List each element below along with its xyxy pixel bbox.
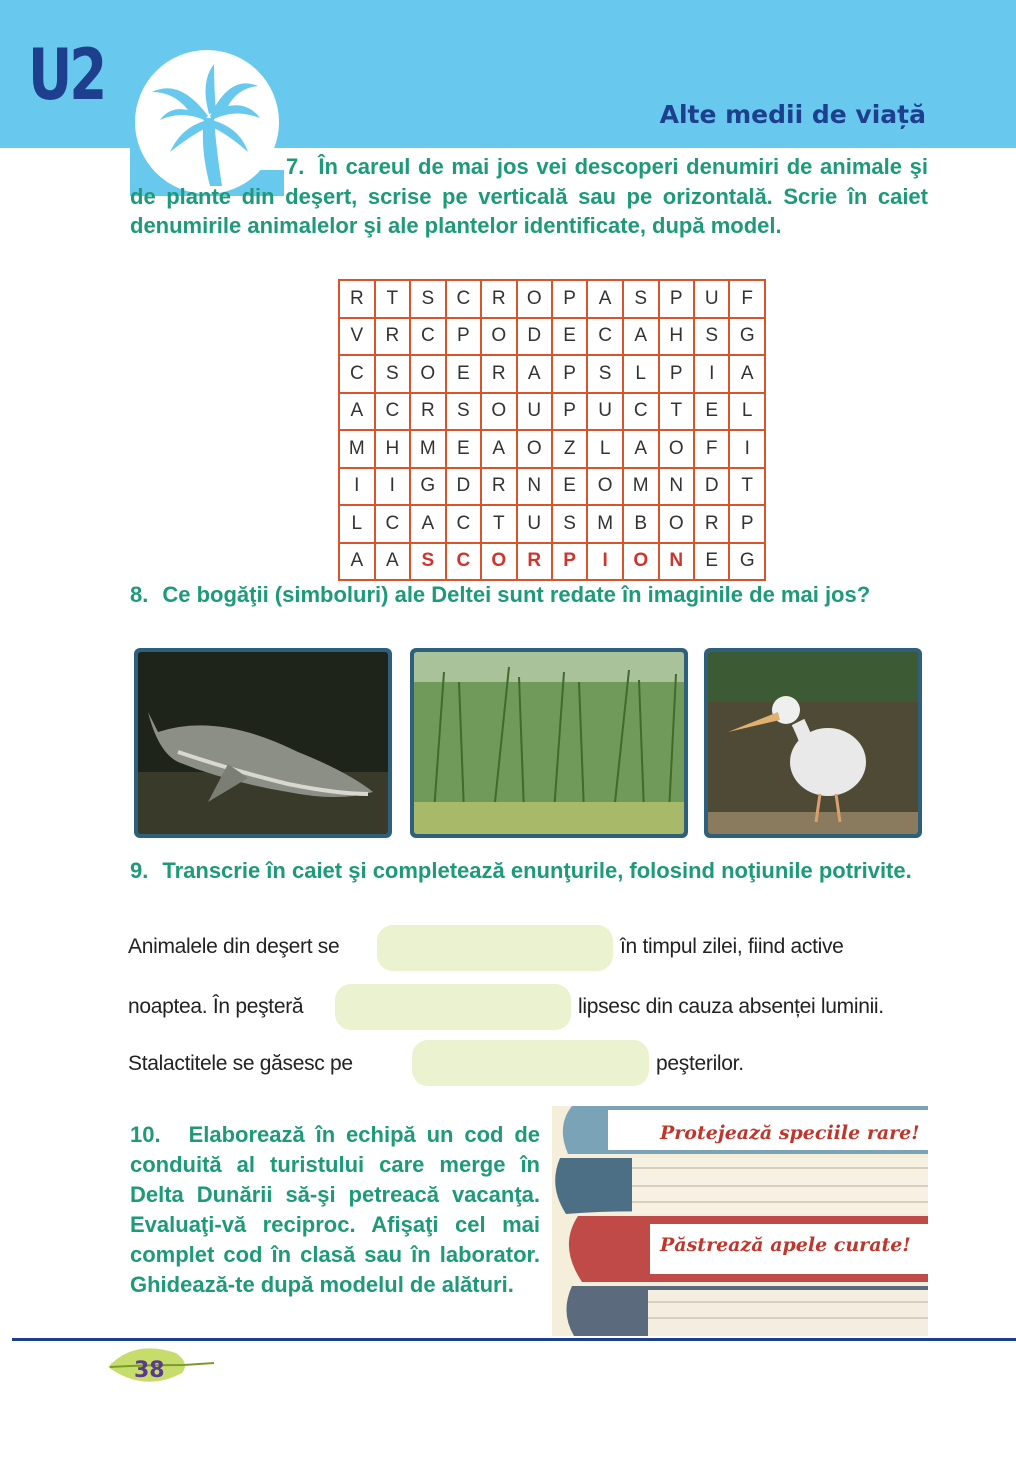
sentence-1-start: Animalele din deşert se (128, 935, 340, 958)
grid-cell: M (623, 468, 659, 506)
grid-cell: E (446, 430, 481, 468)
grid-cell: S (446, 393, 481, 431)
grid-cell: C (375, 505, 410, 543)
exercise-8-text (130, 580, 928, 610)
book-label-keep-water-clean: Păstrează apele curate! (660, 1234, 911, 1256)
grid-cell: O (410, 355, 446, 393)
grid-cell: A (517, 355, 553, 393)
sentence-1-end: în timpul zilei, fiind active (620, 935, 844, 958)
grid-cell: D (446, 468, 481, 506)
grid-cell: I (375, 468, 410, 506)
grid-cell: C (339, 355, 375, 393)
grid-row (339, 355, 765, 393)
grid-cell: U (517, 505, 553, 543)
grid-cell: D (517, 318, 553, 356)
answer-blank-2[interactable] (335, 984, 571, 1030)
grid-cell: O (517, 280, 553, 318)
grid-cell: O (481, 543, 517, 581)
grid-row (339, 468, 765, 506)
grid-cell: P (552, 543, 587, 581)
grid-cell: O (481, 318, 517, 356)
grid-cell: G (410, 468, 446, 506)
grid-cell: I (339, 468, 375, 506)
grid-cell: S (587, 355, 623, 393)
exercise-7-body: În careul de mai jos vei descoperi denumiri de animale şi de plante din deşert, scrise pe verticală sau pe orizontală. Scrie în caiet denumirile animalelor şi ale plantelor identificate, după model. (130, 154, 928, 238)
answer-blank-1[interactable] (377, 925, 613, 971)
grid-cell: R (481, 280, 517, 318)
word-search-grid (338, 279, 766, 581)
grid-cell: A (623, 430, 659, 468)
grid-cell: R (517, 543, 553, 581)
grid-row (339, 393, 765, 431)
grid-cell: N (517, 468, 553, 506)
grid-cell: M (339, 430, 375, 468)
grid-cell: C (446, 543, 481, 581)
grid-cell: S (694, 318, 729, 356)
grid-cell: L (729, 393, 765, 431)
reeds-photo (410, 648, 688, 838)
grid-row (339, 318, 765, 356)
grid-cell: O (623, 543, 659, 581)
answer-blank-3[interactable] (412, 1040, 649, 1086)
grid-cell: R (694, 505, 729, 543)
grid-cell: R (375, 318, 410, 356)
grid-cell: A (481, 430, 517, 468)
grid-cell: F (729, 280, 765, 318)
grid-cell: H (659, 318, 695, 356)
grid-cell: R (481, 468, 517, 506)
grid-cell: P (552, 393, 587, 431)
grid-cell: G (729, 318, 765, 356)
grid-cell: A (729, 355, 765, 393)
grid-cell: C (446, 505, 481, 543)
exercise-7-number: 7. (286, 154, 305, 179)
grid-cell: I (587, 543, 623, 581)
grid-cell: N (659, 543, 695, 581)
grid-cell: A (410, 505, 446, 543)
grid-cell: O (481, 393, 517, 431)
grid-cell: T (659, 393, 695, 431)
grid-cell: C (446, 280, 481, 318)
grid-cell: E (694, 393, 729, 431)
grid-cell: H (375, 430, 410, 468)
sentence-3-start: Stalactitele se găsesc pe (128, 1052, 353, 1075)
grid-cell: R (339, 280, 375, 318)
grid-cell: V (339, 318, 375, 356)
sentence-2-end: lipsesc din cauza absenței luminii. (578, 995, 884, 1018)
grid-cell: E (446, 355, 481, 393)
footer-line (12, 1338, 1016, 1341)
pelican-photo (704, 648, 922, 838)
grid-cell: S (375, 355, 410, 393)
grid-cell: S (552, 505, 587, 543)
grid-cell: N (659, 468, 695, 506)
grid-cell: L (623, 355, 659, 393)
exercise-10-body: Elaborează în echipă un cod de conduită al turistului care merge în Delta Dunării să-şi petreacă vacanţa. Evaluaţi-vă reciproc. Afişaţi cel mai complet cod în clasă sau în laborator. Ghidează-te după modelul de alături. (130, 1122, 540, 1297)
grid-row (339, 280, 765, 318)
grid-cell: P (659, 280, 695, 318)
grid-cell: I (694, 355, 729, 393)
grid-cell: U (587, 393, 623, 431)
grid-cell: U (517, 393, 553, 431)
grid-cell: A (339, 543, 375, 581)
grid-cell: M (410, 430, 446, 468)
grid-cell: T (729, 468, 765, 506)
grid-cell: O (587, 468, 623, 506)
grid-cell: T (481, 505, 517, 543)
grid-cell: O (517, 430, 553, 468)
grid-cell: P (729, 505, 765, 543)
grid-cell: I (729, 430, 765, 468)
grid-row (339, 505, 765, 543)
grid-cell: A (339, 393, 375, 431)
grid-cell: G (729, 543, 765, 581)
grid-cell: U (694, 280, 729, 318)
grid-cell: B (623, 505, 659, 543)
grid-cell: S (410, 280, 446, 318)
grid-cell: A (375, 543, 410, 581)
grid-cell: E (552, 318, 587, 356)
grid-cell: A (623, 318, 659, 356)
grid-cell: R (481, 355, 517, 393)
grid-cell: T (375, 280, 410, 318)
grid-cell: P (552, 355, 587, 393)
grid-cell: O (659, 430, 695, 468)
grid-cell: P (659, 355, 695, 393)
grid-cell: S (623, 280, 659, 318)
grid-cell: L (339, 505, 375, 543)
book-label-protect-species: Protejează speciile rare! (660, 1122, 920, 1144)
grid-cell: C (410, 318, 446, 356)
exercise-10-text (130, 1120, 540, 1300)
sentence-3-end: peşterilor. (656, 1052, 744, 1075)
grid-row (339, 430, 765, 468)
grid-cell: D (694, 468, 729, 506)
grid-cell: L (587, 430, 623, 468)
exercise-8-number: 8. (130, 582, 149, 607)
grid-cell: F (694, 430, 729, 468)
grid-cell: E (552, 468, 587, 506)
book-stack-illustration (552, 1106, 928, 1336)
page-number: 38 (134, 1358, 165, 1383)
grid-cell: C (375, 393, 410, 431)
unit-label: U2 (28, 34, 105, 116)
grid-cell: M (587, 505, 623, 543)
grid-cell: A (587, 280, 623, 318)
exercise-9-body: Transcrie în caiet şi completează enunţurile, folosind noţiunile potrivite. (162, 858, 912, 883)
exercise-8-body: Ce bogăţii (simboluri) ale Deltei sunt redate în imaginile de mai jos? (162, 582, 871, 607)
grid-cell: R (410, 393, 446, 431)
grid-cell: P (446, 318, 481, 356)
sturgeon-photo (134, 648, 392, 838)
grid-cell: S (410, 543, 446, 581)
exercise-7-text (130, 152, 928, 241)
grid-cell: C (623, 393, 659, 431)
grid-cell: E (694, 543, 729, 581)
exercise-9-text (130, 856, 928, 886)
grid-cell: C (587, 318, 623, 356)
grid-cell: Z (552, 430, 587, 468)
exercise-9-number: 9. (130, 858, 149, 883)
grid-row (339, 543, 765, 581)
sentence-2-start: noaptea. În peşteră (128, 995, 304, 1018)
grid-cell: O (659, 505, 695, 543)
chapter-title: Alte medii de viață (659, 100, 926, 129)
exercise-10-number: 10. (130, 1122, 161, 1147)
grid-cell: P (552, 280, 587, 318)
